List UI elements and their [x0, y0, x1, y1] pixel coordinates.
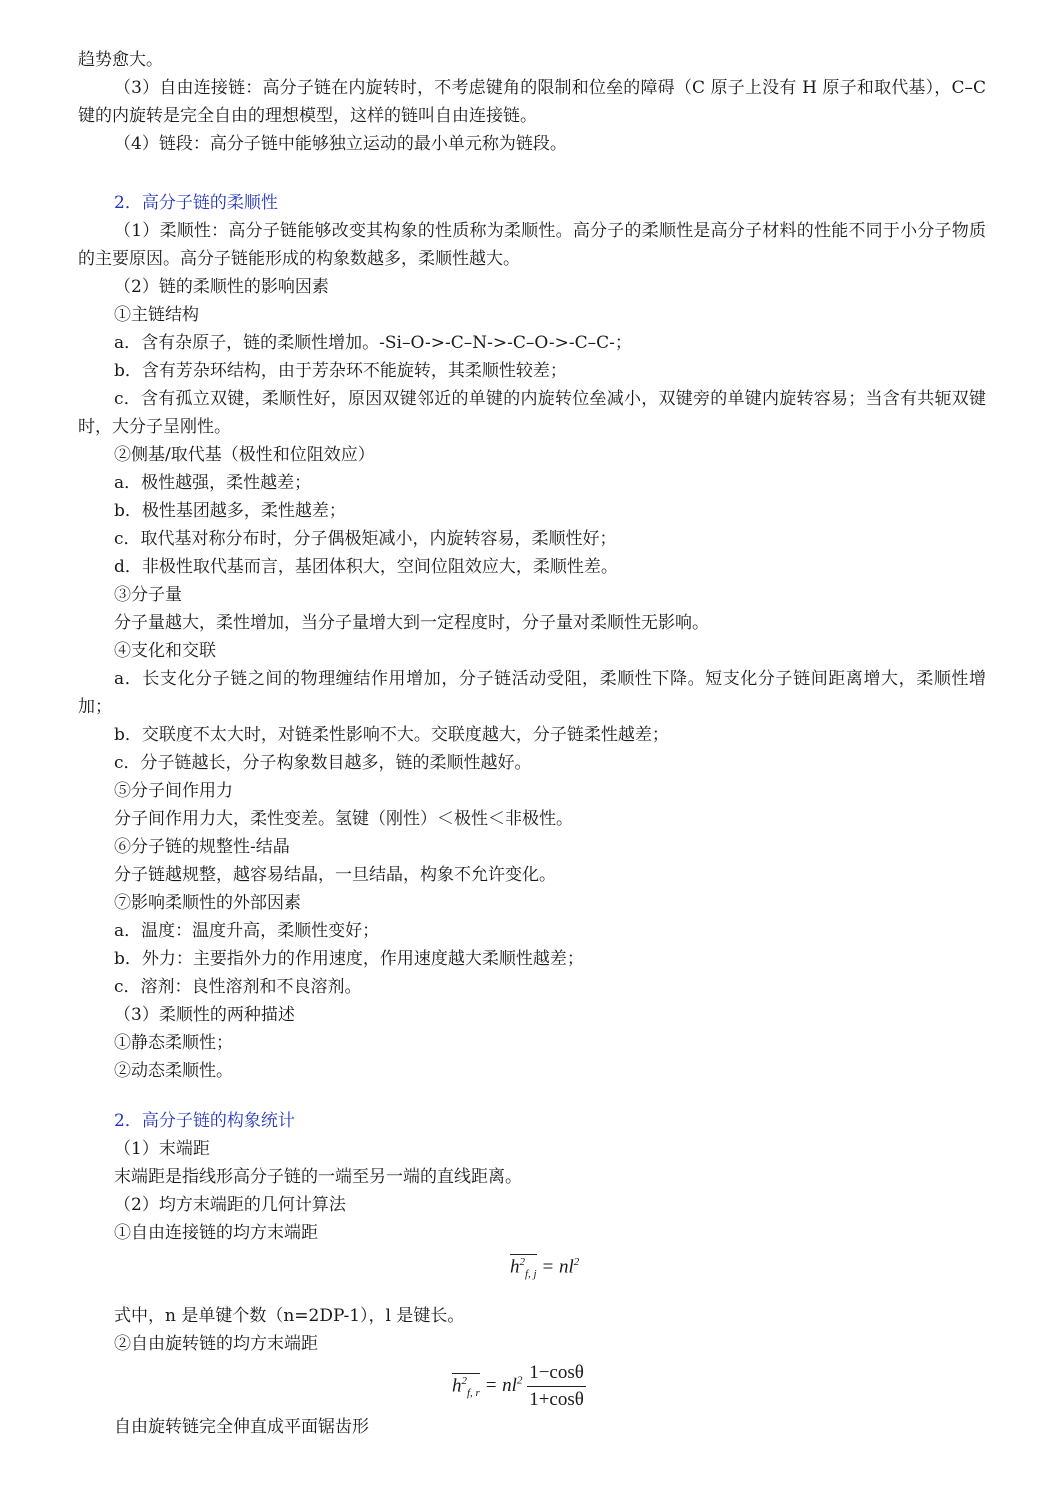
mean-overline	[452, 1373, 480, 1399]
list-item: b．外力：主要指外力的作用速度，作用速度越大柔顺性越差；	[114, 949, 584, 969]
list-item: b．含有芳杂环结构，由于芳杂环不能旋转，其柔顺性较差；	[114, 361, 567, 381]
formula-sup: 2	[573, 1256, 580, 1268]
paragraph-flexibility-definition: （1）柔顺性：高分子链能够改变其构象的性质称为柔顺性。高分子的柔顺性是高分子材料的性能不同于小分子物质的主要原因。高分子链能形成的构象数越多，柔顺性越大。	[78, 221, 986, 269]
text-line: 趋势愈大。	[78, 50, 163, 70]
text-line: 分子间作用力大，柔性变差。氢键（刚性）＜极性＜非极性。	[114, 809, 573, 829]
subheading-geometric-method: （2）均方末端距的几何计算法	[114, 1195, 346, 1215]
fraction-numerator: 1−cosθ	[527, 1362, 586, 1387]
formula-symbol: h	[510, 1256, 520, 1278]
text-line: 分子量越大，柔性增加，当分子量增大到一定程度时，分子量对柔顺性无影响。	[114, 613, 709, 633]
text-line: 自由旋转链完全伸直成平面锯齿形	[114, 1417, 369, 1437]
formula-sup: 2	[519, 1256, 525, 1268]
subheading-descriptions: （3）柔顺性的两种描述	[114, 1005, 295, 1025]
section-heading-conformation-statistics: 2．高分子链的构象统计	[114, 1111, 295, 1131]
list-item: a．极性越强，柔性越差；	[114, 473, 312, 493]
mean-overline	[510, 1254, 537, 1280]
list-item: c．分子链越长，分子构象数目越多，链的柔顺性越好。	[114, 753, 532, 773]
subheading-side-group: ②侧基/取代基（极性和位阻效应）	[114, 445, 375, 465]
list-item: c．含有孤立双键，柔顺性好，原因双键邻近的单键的内旋转位垒减小，双键旁的单键内旋转容易；当含有共轭双键时，大分子呈刚性。	[78, 389, 986, 437]
subheading-molecular-weight: ③分子量	[114, 585, 182, 605]
list-item: a．温度：温度升高，柔顺性变好；	[114, 921, 380, 941]
text-line: 分子链越规整，越容易结晶，一旦结晶，构象不允许变化。	[114, 865, 556, 885]
list-item: b．极性基团越多，柔性越差；	[114, 501, 346, 521]
formula-rhs: = nl	[484, 1374, 517, 1396]
list-item: d．非极性取代基而言，基团体积大，空间位阻效应大，柔顺性差。	[114, 557, 618, 577]
list-item: c．取代基对称分布时，分子偶极矩减小，内旋转容易，柔顺性好；	[114, 529, 617, 549]
list-item: a．长支化分子链之间的物理缠结作用增加，分子链活动受阻，柔顺性下降。短支化分子链间距离增大，柔顺性增加；	[78, 669, 986, 717]
subheading-branching: ④支化和交联	[114, 641, 216, 661]
fraction-denominator: 1+cosθ	[529, 1389, 584, 1410]
list-item: a．含有杂原子，链的柔顺性增加。-Si–O->-C–N->-C–O->-C–C-；	[114, 333, 632, 353]
subheading-factors: （2）链的柔顺性的影响因素	[114, 277, 329, 297]
formula-fraction	[527, 1362, 586, 1411]
formula-sub: f, j	[525, 1268, 537, 1281]
text-line: 末端距是指线形高分子链的一端至另一端的直线距离。	[114, 1167, 522, 1187]
formula-free-rotation-chain	[452, 1362, 586, 1411]
paragraph-segment: （4）链段：高分子链中能够独立运动的最小单元称为链段。	[114, 134, 567, 154]
subheading-intermolecular: ⑤分子间作用力	[114, 781, 233, 801]
formula-symbol: h	[452, 1374, 462, 1396]
list-item: c．溶剂：良性溶剂和不良溶剂。	[114, 977, 362, 997]
formula-free-joint-chain	[510, 1254, 579, 1280]
subheading-free-joint: ①自由连接链的均方末端距	[114, 1223, 318, 1243]
list-item: ①静态柔顺性；	[114, 1033, 233, 1053]
section-heading-flexibility: 2．高分子链的柔顺性	[114, 193, 278, 213]
text-line: 式中，n 是单键个数（n=2DP-1），l 是键长。	[114, 1306, 465, 1326]
subheading-main-chain: ①主链结构	[114, 305, 199, 325]
paragraph-free-joint-chain: （3）自由连接链：高分子链在内旋转时，不考虑键角的限制和位垒的障碍（C 原子上没有 H 原子和取代基），C–C 键的内旋转是完全自由的理想模型，这样的链叫自由连接链。	[78, 78, 986, 126]
subheading-free-rotation: ②自由旋转链的均方末端距	[114, 1334, 318, 1354]
list-item: b．交联度不太大时，对链柔性影响不大。交联度越大，分子链柔性越差；	[114, 725, 669, 745]
subheading-regularity: ⑥分子链的规整性-结晶	[114, 837, 290, 857]
formula-sup: 2	[461, 1374, 467, 1387]
formula-sub: f, r	[467, 1386, 480, 1399]
formula-rhs: = nl	[541, 1256, 574, 1278]
list-item: ②动态柔顺性。	[114, 1061, 233, 1081]
subheading-external-factors: ⑦影响柔顺性的外部因素	[114, 893, 301, 913]
formula-sup: 2	[516, 1374, 523, 1387]
subheading-end-to-end: （1）末端距	[114, 1139, 210, 1159]
